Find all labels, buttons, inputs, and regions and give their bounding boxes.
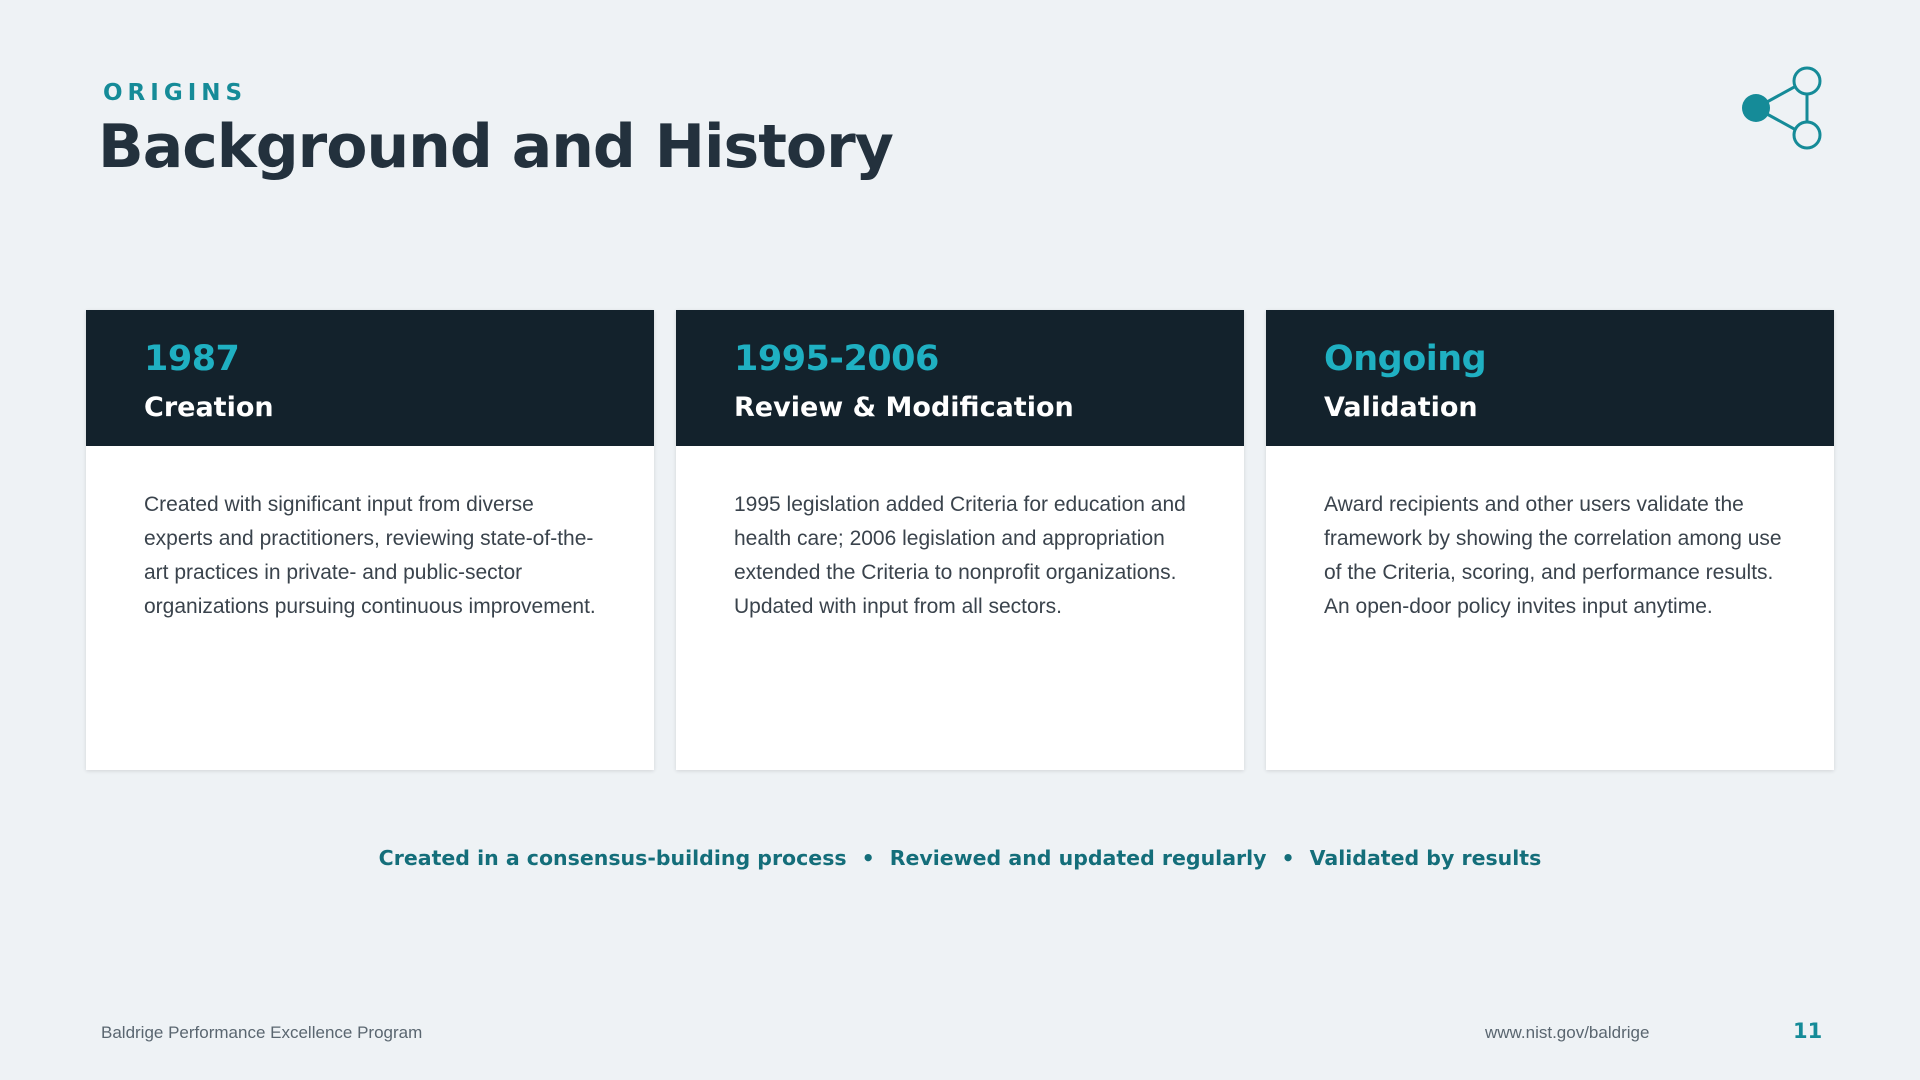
card-body: Award recipients and other users validate the framework by showing the correlation among use of the Criteria, scoring, and performance results. An open-door policy invites input anytime. bbox=[1324, 493, 1782, 618]
page-number: 11 bbox=[1793, 1019, 1823, 1043]
card-year: Ongoing bbox=[1324, 339, 1487, 379]
card-year: 1995-2006 bbox=[734, 339, 939, 379]
tagline-separator: • bbox=[861, 846, 875, 870]
card-subtitle: Validation bbox=[1324, 392, 1478, 423]
tagline-item: Created in a consensus-building process bbox=[378, 846, 847, 870]
section-eyebrow: ORIGINS bbox=[103, 80, 248, 106]
card-header bbox=[86, 310, 654, 446]
history-cards bbox=[86, 310, 1834, 770]
card-header bbox=[676, 310, 1244, 446]
card-body: Created with significant input from diverse experts and practitioners, reviewing state-of-the-art practices in private- and public-sector organizations pursuing continuous improvement. bbox=[144, 493, 596, 618]
card-validation bbox=[1266, 310, 1834, 770]
tagline bbox=[0, 846, 1920, 870]
footer-url: www.nist.gov/baldrige bbox=[1485, 1023, 1650, 1042]
card-review-modification bbox=[676, 310, 1244, 770]
share-network-icon bbox=[1738, 64, 1830, 156]
tagline-item: Reviewed and updated regularly bbox=[889, 846, 1267, 870]
page-title: Background and History bbox=[98, 112, 893, 182]
card-year: 1987 bbox=[144, 339, 240, 379]
card-subtitle: Review & Modification bbox=[734, 392, 1074, 423]
card-subtitle: Creation bbox=[144, 392, 274, 423]
card-body: 1995 legislation added Criteria for education and health care; 2006 legislation and appropriation extended the Criteria to nonprofit organizations. Updated with input from all sectors. bbox=[734, 493, 1186, 618]
footer-program-name: Baldrige Performance Excellence Program bbox=[101, 1023, 423, 1042]
tagline-separator: • bbox=[1281, 846, 1295, 870]
card-header bbox=[1266, 310, 1834, 446]
card-creation bbox=[86, 310, 654, 770]
tagline-item: Validated by results bbox=[1309, 846, 1542, 870]
